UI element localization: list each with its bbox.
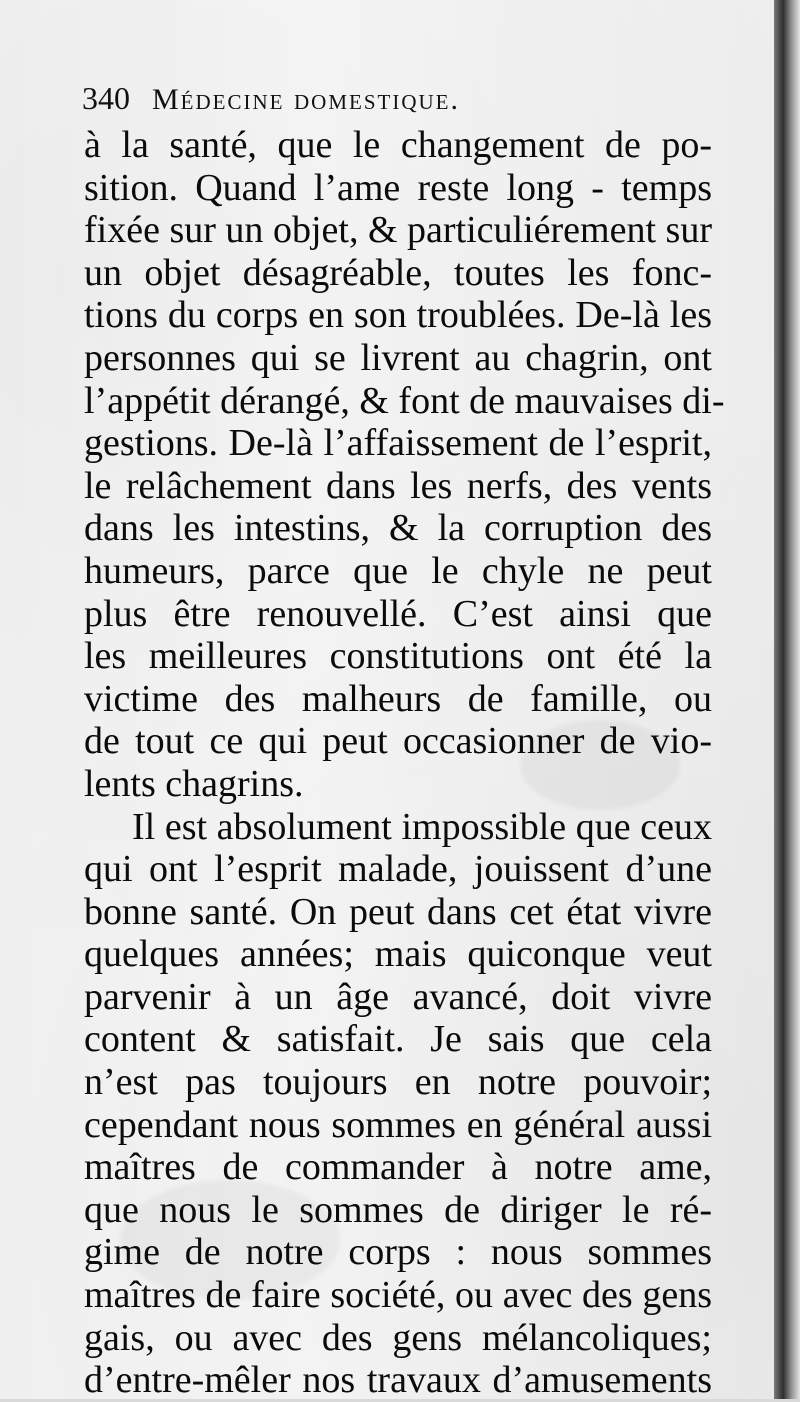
- text-line: les meilleures constitutions ont été la: [84, 635, 712, 678]
- text-line: quelques années; mais quiconque veut: [84, 933, 712, 976]
- text-line: maîtres de commander à notre ame,: [84, 1146, 712, 1189]
- text-line: à la santé, que le changement de po-: [84, 124, 712, 166]
- text-line: de tout ce qui peut occasionner de vio-: [84, 720, 712, 763]
- text-line: gestions. De-là l’affaissement de l’esprit,: [84, 422, 712, 465]
- text-line: tions du corps en son troublées. De-là les: [84, 294, 712, 337]
- text-line: gais, ou avec des gens mélancoliques;: [84, 1316, 712, 1359]
- text-line: personnes qui se livrent au chagrin, ont: [84, 336, 712, 379]
- running-title: Médecine domestique.: [152, 83, 460, 116]
- text-line: gime de notre corps : nous sommes: [84, 1231, 712, 1274]
- text-line: parvenir à un âge avancé, doit vivre: [84, 975, 712, 1018]
- text-line: humeurs, parce que le chyle ne peut: [84, 549, 712, 592]
- text-line: lents chagrins.: [84, 762, 304, 805]
- book-binding-edge: [774, 0, 800, 1399]
- text-line: fixée sur un objet, & particuliérement sur: [84, 209, 712, 252]
- text-line: cependant nous sommes en général aussi: [84, 1103, 712, 1146]
- running-head: [82, 80, 702, 124]
- text-line: bonne santé. On peut dans cet état vivre: [84, 890, 712, 933]
- text-line: victime des malheurs de famille, ou: [84, 677, 712, 720]
- text-line: dans les intestins, & la corruption des: [84, 507, 712, 550]
- text-block: [84, 124, 725, 1402]
- text-line: un objet désagréable, toutes les fonc-: [84, 251, 712, 294]
- page-number: 340: [82, 80, 130, 116]
- text-line: Il est absolument impossible que ceux: [132, 805, 712, 848]
- text-line: le relâchement dans les nerfs, des vents: [84, 464, 712, 507]
- text-line: l’appétit dérangé, & font de mauvaises di-: [84, 379, 725, 422]
- text-line: n’est pas toujours en notre pouvoir;: [84, 1061, 712, 1104]
- text-line: content & satisfait. Je sais que cela: [84, 1018, 712, 1061]
- text-line: maîtres de faire société, ou avec des gens: [84, 1274, 712, 1317]
- text-line: qui ont l’esprit malade, jouissent d’une: [84, 848, 712, 891]
- text-line: sition. Quand l’ame reste long - temps: [84, 166, 712, 209]
- text-line: que nous le sommes de diriger le ré-: [84, 1188, 712, 1231]
- text-line: plus être renouvellé. C’est ainsi que: [84, 592, 712, 635]
- text-line: d’entre-mêler nos travaux d’amusements: [84, 1359, 712, 1402]
